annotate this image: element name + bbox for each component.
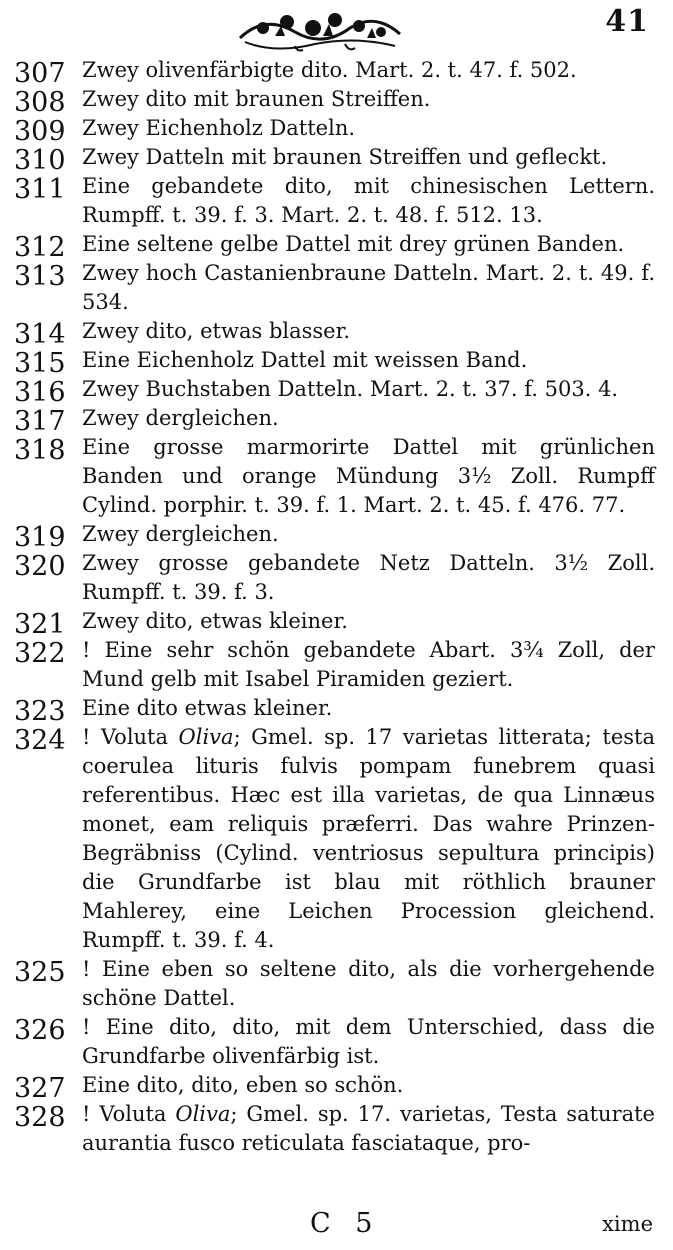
entry-number: 325: [14, 957, 66, 988]
entry-number: 327: [14, 1073, 66, 1104]
entry-number: 316: [14, 377, 66, 408]
entry-number: 319: [14, 522, 66, 553]
catalogue-entry: [0, 1071, 673, 1104]
entry-number: 311: [14, 174, 66, 205]
entry-text: Zwey dergleichen.: [82, 522, 279, 546]
entry-number: 318: [14, 435, 66, 466]
entry-text: Eine Eichenholz Dattel mit weissen Band.: [82, 348, 528, 372]
entry-number: 314: [14, 319, 66, 350]
entry-number: 315: [14, 348, 66, 379]
entry-number: 326: [14, 1015, 66, 1046]
catalogue-entry: [0, 317, 673, 350]
entry-text: Zwey dergleichen.: [82, 406, 279, 430]
page-footer: [0, 1208, 673, 1244]
catalogue-entry: [0, 230, 673, 263]
entry-text: Eine dito etwas kleiner.: [82, 696, 333, 720]
entry-text: ! Eine eben so seltene dito, als die vorhergehende schöne Dattel.: [82, 957, 655, 1010]
entry-text: Zwey Eichenholz Datteln.: [82, 116, 356, 140]
page-number: 41: [605, 4, 649, 39]
floral-ornament-icon: [235, 6, 410, 56]
catalogue-entry: [0, 259, 673, 317]
entry-number: 322: [14, 638, 66, 669]
catchword: xime: [602, 1212, 653, 1236]
entry-text: [82, 1100, 655, 1158]
catalogue-entry: [0, 433, 673, 520]
species-name: Oliva: [178, 725, 234, 749]
entry-text: Eine dito, dito, eben so schön.: [82, 1073, 404, 1097]
entry-number: 320: [14, 551, 66, 582]
catalogue-entry: [0, 1013, 673, 1071]
entry-number: 328: [14, 1102, 66, 1133]
entry-text: Zwey hoch Castanienbraune Datteln. Mart. 2. t. 49. f. 534.: [82, 261, 655, 314]
entry-text: ! Eine sehr schön gebandete Abart. 3¾ Zoll, der Mund gelb mit Isabel Piramiden geziert.: [82, 638, 655, 691]
catalogue-entry: [0, 520, 673, 553]
entry-text: Zwey dito, etwas kleiner.: [82, 609, 348, 633]
catalogue-entry: [0, 1100, 673, 1158]
entry-number: 321: [14, 609, 66, 640]
entry-text-pre: ! Voluta: [82, 725, 179, 749]
entry-number: 312: [14, 232, 66, 263]
catalogue-entry: [0, 375, 673, 408]
entry-text-post: ; Gmel. sp. 17 varietas litterata; testa coerulea lituris fulvis pompam funebrem quasi referentibus. Hæc est illa varietas, de qua Linnæus monet, eam reliquis præferri. Das wahre Prinzen-Begräbniss (Cylind. ventriosus sepultura principis) die Grundfarbe ist blau mit röthlich brauner Mahlerey, eine Leichen Procession gleichend. Rumpff. t. 39. f. 4.: [82, 725, 655, 952]
entry-number: 310: [14, 145, 66, 176]
catalogue-entry: [0, 56, 673, 89]
entry-text: Eine gebandete dito, mit chinesischen Lettern. Rumpff. t. 39. f. 3. Mart. 2. t. 48. f. 512. 13.: [82, 174, 655, 227]
entry-text: Eine grosse marmorirte Dattel mit grünlichen Banden und orange Mündung 3½ Zoll. Rumpff Cylind. porphir. t. 39. f. 1. Mart. 2. t. 45. f. 476. 77.: [82, 435, 655, 517]
entry-number: 307: [14, 58, 66, 89]
entry-text: Zwey Buchstaben Datteln. Mart. 2. t. 37. f. 503. 4.: [82, 377, 619, 401]
entry-text: Zwey dito, etwas blasser.: [82, 319, 351, 343]
catalogue-entry: [0, 114, 673, 147]
catalogue-entry: [0, 636, 673, 694]
catalogue-entry: [0, 549, 673, 607]
entry-text: [82, 723, 655, 955]
entry-number: 313: [14, 261, 66, 292]
catalogue-entry: [0, 172, 673, 230]
entry-text: Zwey olivenfärbigte dito. Mart. 2. t. 47. f. 502.: [82, 58, 577, 82]
catalogue-entry: [0, 694, 673, 727]
catalogue-entry: [0, 143, 673, 176]
entry-text: Zwey dito mit braunen Streiffen.: [82, 87, 431, 111]
catalogue-entries: [0, 56, 673, 1158]
entry-text: Eine seltene gelbe Dattel mit drey grünen Banden.: [82, 232, 625, 256]
catalogue-entry: [0, 955, 673, 1013]
entry-text: Zwey Datteln mit braunen Streiffen und gefleckt.: [82, 145, 608, 169]
entry-text-post: ; Gmel. sp. 17. varietas, Testa saturate aurantia fusco reticulata fasciataque, pro-: [82, 1102, 655, 1155]
entry-number: 324: [14, 725, 66, 756]
catalogue-entry: [0, 723, 673, 955]
catalogue-entry: [0, 404, 673, 437]
entry-text-pre: ! Voluta: [82, 1102, 176, 1126]
entry-number: 308: [14, 87, 66, 118]
species-name: Oliva: [175, 1102, 231, 1126]
catalogue-entry: [0, 346, 673, 379]
entry-text: ! Eine dito, dito, mit dem Unterschied, dass die Grundfarbe olivenfärbig ist.: [82, 1015, 655, 1068]
catalogue-entry: [0, 85, 673, 118]
entry-number: 323: [14, 696, 66, 727]
entry-number: 309: [14, 116, 66, 147]
entry-number: 317: [14, 406, 66, 437]
catalogue-entry: [0, 607, 673, 640]
entry-text: Zwey grosse gebandete Netz Datteln. 3½ Zoll. Rumpff. t. 39. f. 3.: [82, 551, 655, 604]
signature-mark: C 5: [310, 1208, 381, 1239]
